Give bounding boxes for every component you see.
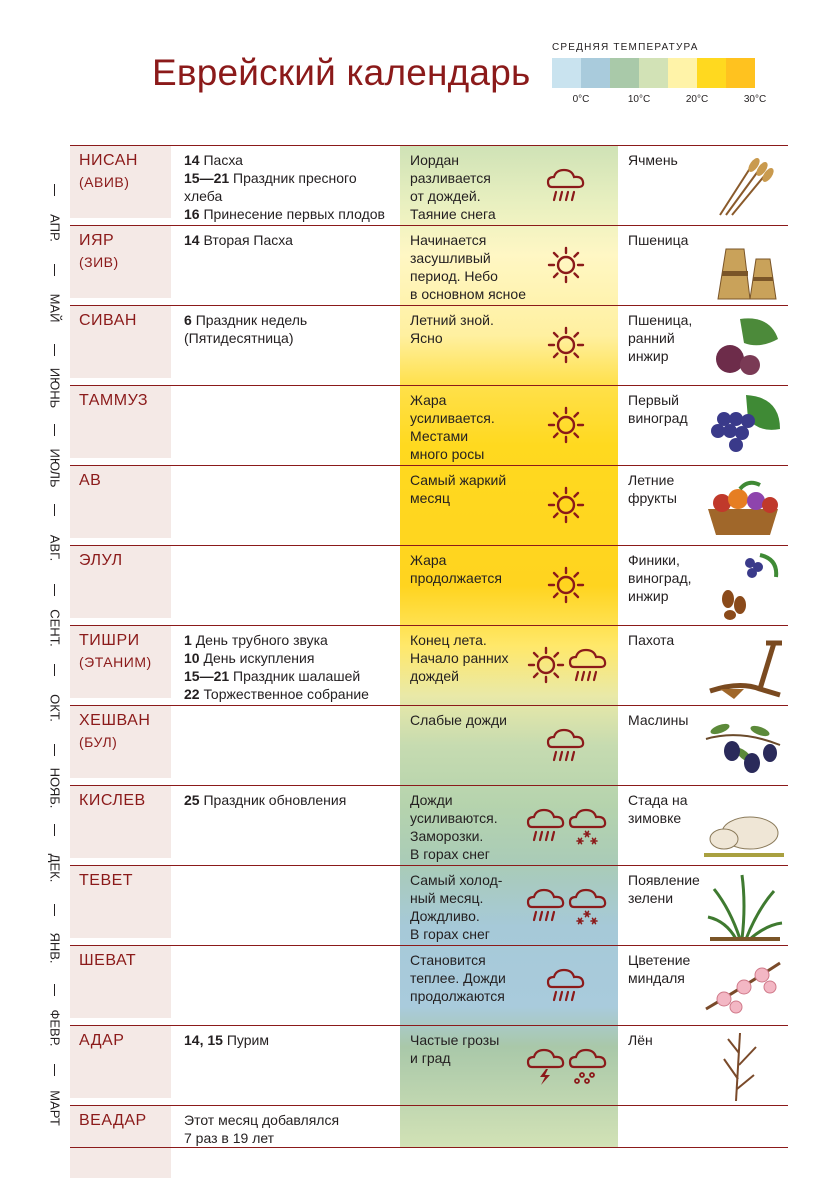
crop-cell — [628, 791, 708, 827]
feast-line — [184, 631, 399, 649]
table-bottom-rule — [70, 1147, 788, 1148]
side-tick — [54, 664, 55, 676]
crop-cell — [628, 231, 708, 249]
crop-line: Финики, — [628, 552, 680, 568]
feast-text: хлеба — [184, 188, 223, 204]
crop-cell — [628, 711, 708, 729]
crop-cell — [628, 311, 708, 365]
month-name: ХЕШВАН — [79, 712, 151, 729]
grapes-icon — [700, 389, 786, 461]
month-cell — [70, 866, 171, 938]
feast-text: Праздник недель — [195, 312, 308, 328]
feast-day: 14 — [184, 232, 200, 248]
row-divider — [70, 945, 788, 946]
legend-tick: 30°C — [743, 94, 767, 105]
dates-icon — [700, 549, 786, 621]
crop-line: миндаля — [628, 970, 685, 986]
feast-day: 15—21 — [184, 668, 230, 684]
row-divider — [70, 465, 788, 466]
crop-line: зимовке — [628, 810, 682, 826]
weather-line: месяц — [410, 490, 451, 506]
snow-cloud-icon — [568, 805, 608, 847]
side-tick — [54, 344, 55, 356]
fruit-basket-icon — [700, 469, 786, 541]
sheep-icon — [700, 789, 786, 861]
row-divider — [70, 225, 788, 226]
month-name: СИВАН — [79, 312, 137, 329]
crop-line: Летние — [628, 472, 675, 488]
month-name: ТЕВЕТ — [79, 872, 134, 889]
plow-icon — [700, 629, 786, 701]
feast-day: 14, 15 — [184, 1032, 223, 1048]
weather-line: период. Небо — [410, 268, 498, 284]
weather-line: от дождей. — [410, 188, 481, 204]
crop-cell — [628, 471, 708, 507]
legend-swatch — [552, 58, 581, 88]
month-cell — [70, 786, 171, 858]
side-month-label: МАРТ — [47, 1090, 63, 1126]
row-divider — [70, 145, 788, 146]
weather-line: Ясно — [410, 330, 443, 346]
side-month-label: ОКТ. — [47, 694, 63, 722]
feast-text: 7 раз в 19 лет — [184, 1130, 275, 1146]
weather-line: Начинается — [410, 232, 487, 248]
month-row — [70, 1105, 788, 1185]
month-row — [70, 705, 788, 785]
month-cell — [70, 1106, 171, 1178]
legend-swatch — [668, 58, 697, 88]
month-name: АВ — [79, 472, 102, 489]
month-alt-name: (ЭТАНИМ) — [79, 654, 152, 670]
weather-line: усиливается. — [410, 410, 495, 426]
legend-tick: 10°C — [627, 94, 651, 105]
month-row — [70, 1025, 788, 1105]
almond-blossom-icon — [700, 949, 786, 1021]
crop-cell — [628, 151, 708, 169]
weather-cell — [410, 151, 528, 223]
crop-line: инжир — [628, 348, 669, 364]
crop-line: ранний — [628, 330, 675, 346]
feast-line — [184, 187, 399, 205]
crop-line: зелени — [628, 890, 674, 906]
side-month-label: МАЙ — [47, 293, 63, 323]
weather-line: Жара — [410, 392, 447, 408]
side-month-label: АПР. — [47, 214, 63, 242]
feast-text: Пурим — [226, 1032, 269, 1048]
feast-line — [184, 151, 399, 169]
weather-line: Жара — [410, 552, 447, 568]
feasts-cell — [184, 231, 399, 249]
crop-line: Лён — [628, 1032, 653, 1048]
feast-day: 10 — [184, 650, 200, 666]
weather-line: Таяние снега — [410, 206, 496, 222]
weather-line: и град — [410, 1050, 451, 1066]
rain-cloud-icon — [526, 885, 566, 927]
page-title: Еврейский календарь — [152, 52, 531, 93]
weather-line: Дождливо. — [410, 908, 480, 924]
feast-day: 25 — [184, 792, 200, 808]
weather-cell — [410, 311, 528, 347]
month-cell — [70, 146, 171, 218]
weather-line: Дожди — [410, 792, 453, 808]
month-row — [70, 945, 788, 1025]
flax-icon — [700, 1029, 786, 1101]
weather-line: усиливаются. — [410, 810, 498, 826]
sun-icon — [546, 405, 586, 447]
sun-icon — [526, 645, 566, 687]
side-tick — [54, 264, 55, 276]
feast-text: Праздник шалашей — [233, 668, 361, 684]
crop-line: виноград, — [628, 570, 692, 586]
feast-text: Пасха — [203, 152, 243, 168]
feast-day: 15—21 — [184, 170, 230, 186]
weather-cell — [410, 471, 528, 507]
side-tick — [54, 824, 55, 836]
legend-swatch — [726, 58, 755, 88]
barley-icon — [700, 149, 786, 221]
side-tick — [54, 984, 55, 996]
weather-line: дождей — [410, 668, 459, 684]
weather-line: Становится — [410, 952, 486, 968]
legend-swatch — [581, 58, 610, 88]
weather-cell — [410, 231, 528, 303]
crop-line: фрукты — [628, 490, 677, 506]
side-tick — [54, 504, 55, 516]
row-divider — [70, 1025, 788, 1026]
side-month-label: ДЕК. — [47, 853, 63, 883]
feast-day: 22 — [184, 686, 200, 702]
month-row — [70, 305, 788, 385]
month-row — [70, 545, 788, 625]
month-row — [70, 385, 788, 465]
weather-line: теплее. Дожди — [410, 970, 506, 986]
crop-cell — [628, 551, 708, 605]
feast-day: 16 — [184, 206, 200, 222]
weather-line: Летний зной. — [410, 312, 494, 328]
weather-line: В горах снег — [410, 926, 490, 942]
crop-cell — [628, 631, 708, 649]
weather-cell — [410, 791, 528, 863]
side-tick — [54, 1064, 55, 1076]
row-divider — [70, 785, 788, 786]
weather-line: продолжаются — [410, 988, 505, 1004]
month-row — [70, 865, 788, 945]
rain-cloud-icon — [546, 965, 586, 1007]
feasts-cell — [184, 791, 399, 809]
sun-icon — [546, 325, 586, 367]
crop-line: Пахота — [628, 632, 675, 648]
weather-line: Заморозки. — [410, 828, 484, 844]
crop-line: Пшеница — [628, 232, 689, 248]
month-cell — [70, 946, 171, 1018]
feast-line — [184, 169, 399, 187]
legend-swatch — [697, 58, 726, 88]
weather-line: Конец лета. — [410, 632, 487, 648]
rain-cloud-icon — [546, 725, 586, 767]
month-cell — [70, 706, 171, 778]
feasts-cell — [184, 631, 399, 703]
month-name: АДАР — [79, 1032, 125, 1049]
weather-line: засушливый — [410, 250, 491, 266]
feast-line — [184, 649, 399, 667]
rain-cloud-icon — [546, 165, 586, 207]
month-cell — [70, 466, 171, 538]
crop-line: Ячмень — [628, 152, 678, 168]
feast-day: 6 — [184, 312, 192, 328]
feast-text: Праздник обновления — [203, 792, 347, 808]
weather-cell — [410, 631, 528, 685]
legend-swatch — [639, 58, 668, 88]
weather-line: В горах снег — [410, 846, 490, 862]
side-month-label: АВГ. — [47, 534, 63, 562]
sun-icon — [546, 485, 586, 527]
crop-line: виноград — [628, 410, 688, 426]
weather-line: много росы — [410, 446, 485, 462]
weather-line: Местами — [410, 428, 469, 444]
feast-text: (Пятидесятница) — [184, 330, 294, 346]
row-divider — [70, 385, 788, 386]
row-divider — [70, 625, 788, 626]
month-name: ВЕАДАР — [79, 1112, 147, 1129]
weather-line: ный месяц. — [410, 890, 484, 906]
row-divider — [70, 705, 788, 706]
month-row — [70, 785, 788, 865]
weather-line: продолжается — [410, 570, 502, 586]
feast-line — [184, 791, 399, 809]
feast-text: Этот месяц добавлялся — [184, 1112, 340, 1128]
side-tick — [54, 424, 55, 436]
hail-cloud-icon — [568, 1045, 608, 1087]
feast-line — [184, 231, 399, 249]
feasts-cell — [184, 151, 399, 223]
crop-cell — [628, 391, 708, 427]
feast-line — [184, 1129, 399, 1147]
snow-cloud-icon — [568, 885, 608, 927]
feast-line — [184, 311, 399, 329]
weather-line: Слабые дожди — [410, 712, 507, 728]
weather-cell — [410, 551, 528, 587]
month-alt-name: (БУЛ) — [79, 734, 118, 750]
feast-day: 14 — [184, 152, 200, 168]
legend-tick: 20°C — [685, 94, 709, 105]
weather-line: Иордан — [410, 152, 459, 168]
crop-line: Пшеница, — [628, 312, 693, 328]
feast-text: Вторая Пасха — [203, 232, 293, 248]
weather-line: в основном ясное — [410, 286, 526, 302]
weather-line: Частые грозы — [410, 1032, 500, 1048]
crop-cell — [628, 951, 708, 987]
row-divider — [70, 545, 788, 546]
side-month-label: ЯНВ. — [47, 932, 63, 964]
crop-line: Появление — [628, 872, 700, 888]
crop-line: инжир — [628, 588, 669, 604]
sun-icon — [546, 245, 586, 287]
feasts-cell — [184, 1031, 399, 1049]
month-cell — [70, 1026, 171, 1098]
month-cell — [70, 226, 171, 298]
feast-line — [184, 329, 399, 347]
month-cell — [70, 546, 171, 618]
side-month-label: НОЯБ. — [47, 767, 63, 809]
crop-cell — [628, 1031, 708, 1049]
grass-icon — [700, 869, 786, 941]
month-cell — [70, 626, 171, 698]
month-name: НИСАН — [79, 152, 138, 169]
legend-title: СРЕДНЯЯ ТЕМПЕРАТУРА — [552, 42, 699, 53]
side-month-label: СЕНТ. — [47, 609, 63, 647]
crop-line: Маслины — [628, 712, 689, 728]
side-month-label: ИЮНЬ — [47, 367, 63, 409]
gregorian-months-axis — [40, 150, 70, 1140]
month-row — [70, 625, 788, 705]
fig-icon — [700, 309, 786, 381]
month-name: ТАММУЗ — [79, 392, 149, 409]
month-cell — [70, 386, 171, 458]
side-month-label: ФЕВР. — [47, 1009, 63, 1047]
weather-cell — [410, 391, 528, 463]
feast-text: День искупления — [203, 650, 315, 666]
feast-line — [184, 1031, 399, 1049]
feast-line — [184, 1111, 399, 1129]
month-alt-name: (ЗИВ) — [79, 254, 119, 270]
feasts-cell — [184, 1111, 399, 1147]
month-name: КИСЛЕВ — [79, 792, 146, 809]
side-tick — [54, 184, 55, 196]
feast-text: День трубного звука — [195, 632, 328, 648]
crop-line: Первый — [628, 392, 679, 408]
olives-icon — [700, 709, 786, 781]
feast-line — [184, 667, 399, 685]
crop-line: Стада на — [628, 792, 688, 808]
side-tick — [54, 904, 55, 916]
weather-line: разливается — [410, 170, 491, 186]
month-name: ЭЛУЛ — [79, 552, 123, 569]
weather-line: Самый холод- — [410, 872, 503, 888]
crop-cell — [628, 871, 708, 907]
wheat-sheaf-icon — [700, 229, 786, 301]
temperature-legend — [552, 42, 782, 112]
feast-line — [184, 685, 399, 703]
legend-swatch — [610, 58, 639, 88]
storm-cloud-icon — [526, 1045, 566, 1087]
weather-cell — [410, 711, 528, 729]
month-alt-name: (АВИВ) — [79, 174, 130, 190]
feast-day: 1 — [184, 632, 192, 648]
row-divider — [70, 1105, 788, 1106]
month-row — [70, 465, 788, 545]
feast-text: Торжественное собрание — [203, 686, 369, 702]
month-name: ТИШРИ — [79, 632, 140, 649]
row-divider — [70, 865, 788, 866]
legend-tick: 0°C — [572, 94, 590, 105]
weather-cell — [410, 1031, 528, 1067]
side-tick — [54, 584, 55, 596]
feasts-cell — [184, 311, 399, 347]
weather-line: Начало ранних — [410, 650, 509, 666]
month-name: ИЯР — [79, 232, 115, 249]
weather-line: Самый жаркий — [410, 472, 507, 488]
month-name: ШЕВАТ — [79, 952, 137, 969]
feast-text: Принесение первых плодов — [203, 206, 385, 222]
month-row — [70, 145, 788, 225]
row-divider — [70, 305, 788, 306]
crop-line: Цветение — [628, 952, 691, 968]
feast-text: Праздник пресного — [233, 170, 357, 186]
month-cell — [70, 306, 171, 378]
rain-cloud-icon — [568, 645, 608, 687]
feast-line — [184, 205, 399, 223]
legend-color-scale — [552, 58, 755, 88]
weather-cell — [410, 871, 528, 943]
rain-cloud-icon — [526, 805, 566, 847]
weather-cell — [410, 951, 528, 1005]
side-tick — [54, 744, 55, 756]
side-month-label: ИЮЛЬ — [47, 448, 63, 488]
sun-icon — [546, 565, 586, 607]
month-row — [70, 225, 788, 305]
